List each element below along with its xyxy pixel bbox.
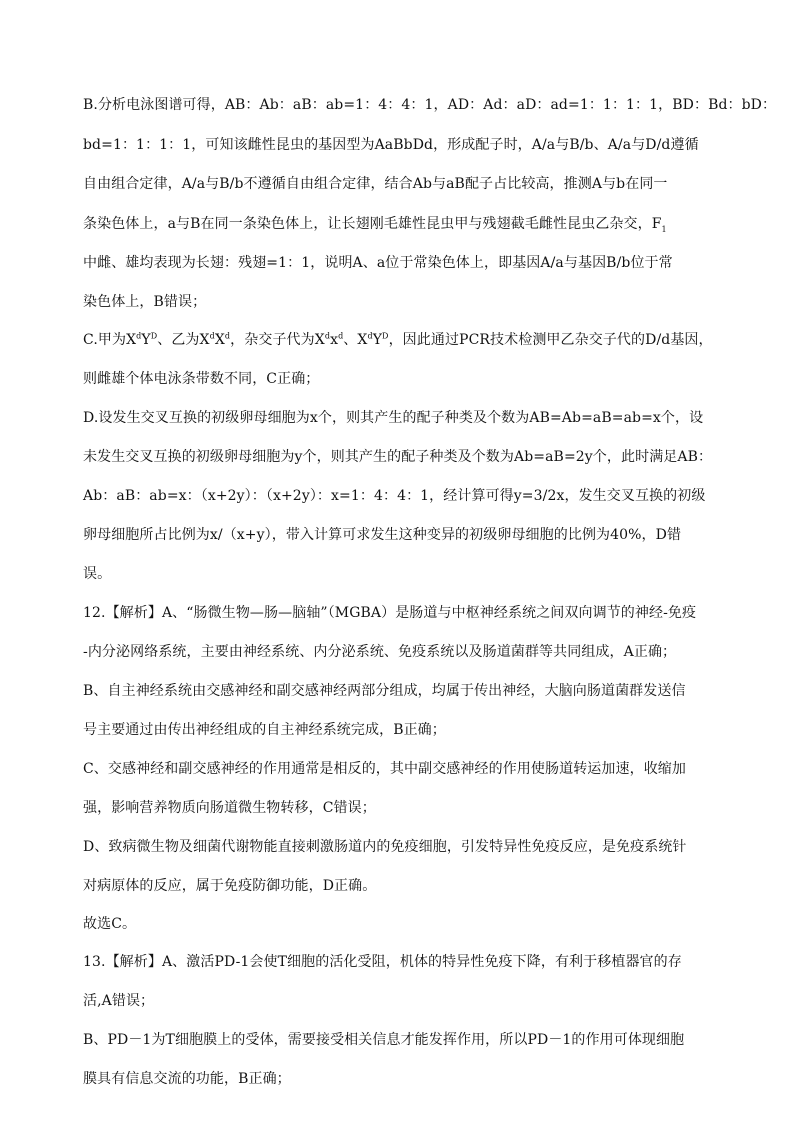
text-line-16: B、自主神经系统由交感神经和副交感神经两部分组成，均属于传出神经，大脑向肠道菌群发送信 — [83, 683, 686, 699]
f1-subscript: 1 — [661, 224, 667, 234]
text-line-6: 染色体上，B错误； — [83, 294, 207, 310]
text-line-25: B、PD－1为T细胞膜上的受体，需要接受相关信息才能发挥作用，所以PD－1的作用可体现细胞 — [83, 1032, 685, 1048]
text-line-13: 误。 — [83, 566, 112, 582]
text-line-18: C、交感神经和副交感神经的作用通常是相反的，其中副交感神经的作用使肠道转运加速，收缩加 — [83, 761, 687, 777]
l7-sup-2: D — [150, 331, 158, 341]
l7-mid-1: Y — [141, 332, 151, 348]
text-line-24: 活,A错误； — [83, 993, 155, 1009]
l7-mid-7: Y — [372, 332, 383, 348]
text-line-26: 膜具有信息交流的功能，B正确； — [83, 1071, 291, 1087]
text-line-17: 号主要通过由传出神经组成的自主神经系统完成，B正确； — [83, 722, 446, 738]
text-line-21: 对病原体的反应，属于免疫防御功能，D正确。 — [83, 878, 377, 894]
l7-post: ，因此通过PCR技术检测甲乙杂交子代的D/d基因， — [388, 332, 713, 348]
text-line-7 — [83, 330, 713, 350]
text-line-4 — [83, 214, 667, 234]
l7-mid-5: x — [330, 332, 339, 348]
text-line-1: B.分析电泳图谱可得，AB：Ab：aB：ab=1：4：4：1，AD：Ad：aD：ad=1：1：1：1，BD：Bd：bD： — [83, 97, 777, 113]
l7-mid-2: 、乙为X — [157, 332, 210, 348]
text-line-3: 自由组合定律，A/a与B/b不遵循自由组合定律，结合Ab与aB配子占比较高，推测A与b在同一 — [83, 176, 668, 192]
text-line-4-main: 条染色体上，a与B在同一条染色体上，让长翅刚毛雄性昆虫甲与残翅截毛雌性昆虫乙杂交，F — [83, 216, 662, 232]
l7-sup-8: D — [382, 331, 389, 341]
text-line-2: bd=1：1：1：1，可知该雌性昆虫的基因型为AaBbDd，形成配子时，A/a与B/b、A/a与D/d遵循 — [83, 137, 699, 153]
text-line-5: 中雌、雄均表现为长翅：残翅=1：1，说明A、a位于常染色体上，即基因A/a与基因B/b位于常 — [83, 255, 673, 271]
l7-sup-7: d — [367, 331, 373, 341]
l7-pre: C.甲为X — [83, 332, 137, 348]
l7-mid-4: ，杂交子代为X — [230, 332, 325, 348]
l7-sup-6: d — [338, 331, 344, 341]
text-line-9: D.设发生交叉互换的初级卵母细胞为x个，则其产生的配子种类及个数为AB=Ab=aB=ab=x个，设 — [83, 410, 704, 426]
text-line-20: D、致病微生物及细菌代谢物能直接刺激肠道内的免疫细胞，引发特异性免疫反应，是免疫系统针 — [83, 839, 687, 855]
text-line-22: 故选C。 — [83, 916, 137, 932]
text-line-11: Ab：aB：ab=x：（x+2y）：（x+2y）：x=1：4：4：1，经计算可得y=3/2x，发生交叉互换的初级 — [83, 488, 706, 504]
text-line-10: 未发生交叉互换的初级卵母细胞为y个，则其产生的配子种类及个数为Ab=aB=2y个，此时满足AB： — [83, 449, 713, 465]
l7-sup-4: d — [224, 331, 231, 341]
text-line-15: -内分泌网络系统，主要由神经系统、内分泌系统、免疫系统以及肠道菌群等共同组成，A正确； — [83, 644, 677, 660]
text-line-23: 13.【解析】A、激活PD-1会使T细胞的活化受阻，机体的特异性免疫下降，有利于移植器官的存 — [83, 954, 682, 970]
text-line-8: 则雌雄个体电泳条带数不同，C正确； — [83, 371, 320, 387]
text-line-14: 12.【解析】A、“肠微生物—肠—脑轴”（MGBA）是肠道与中枢神经系统之间双向调节的神经-免疫 — [83, 605, 697, 621]
text-line-12: 卵母细胞所占比例为x/（x+y），带入计算可求发生这种变异的初级卵母细胞的比例为40%，D错 — [83, 527, 682, 543]
l7-mid-6: 、X — [343, 332, 368, 348]
text-line-19: 强，影响营养物质向肠道微生物转移，C错误； — [83, 800, 376, 816]
l7-sup-5: d — [324, 331, 331, 341]
l7-sup-3: d — [209, 331, 215, 341]
l7-sup-1: d — [136, 331, 142, 341]
l7-mid-3: X — [214, 332, 225, 348]
